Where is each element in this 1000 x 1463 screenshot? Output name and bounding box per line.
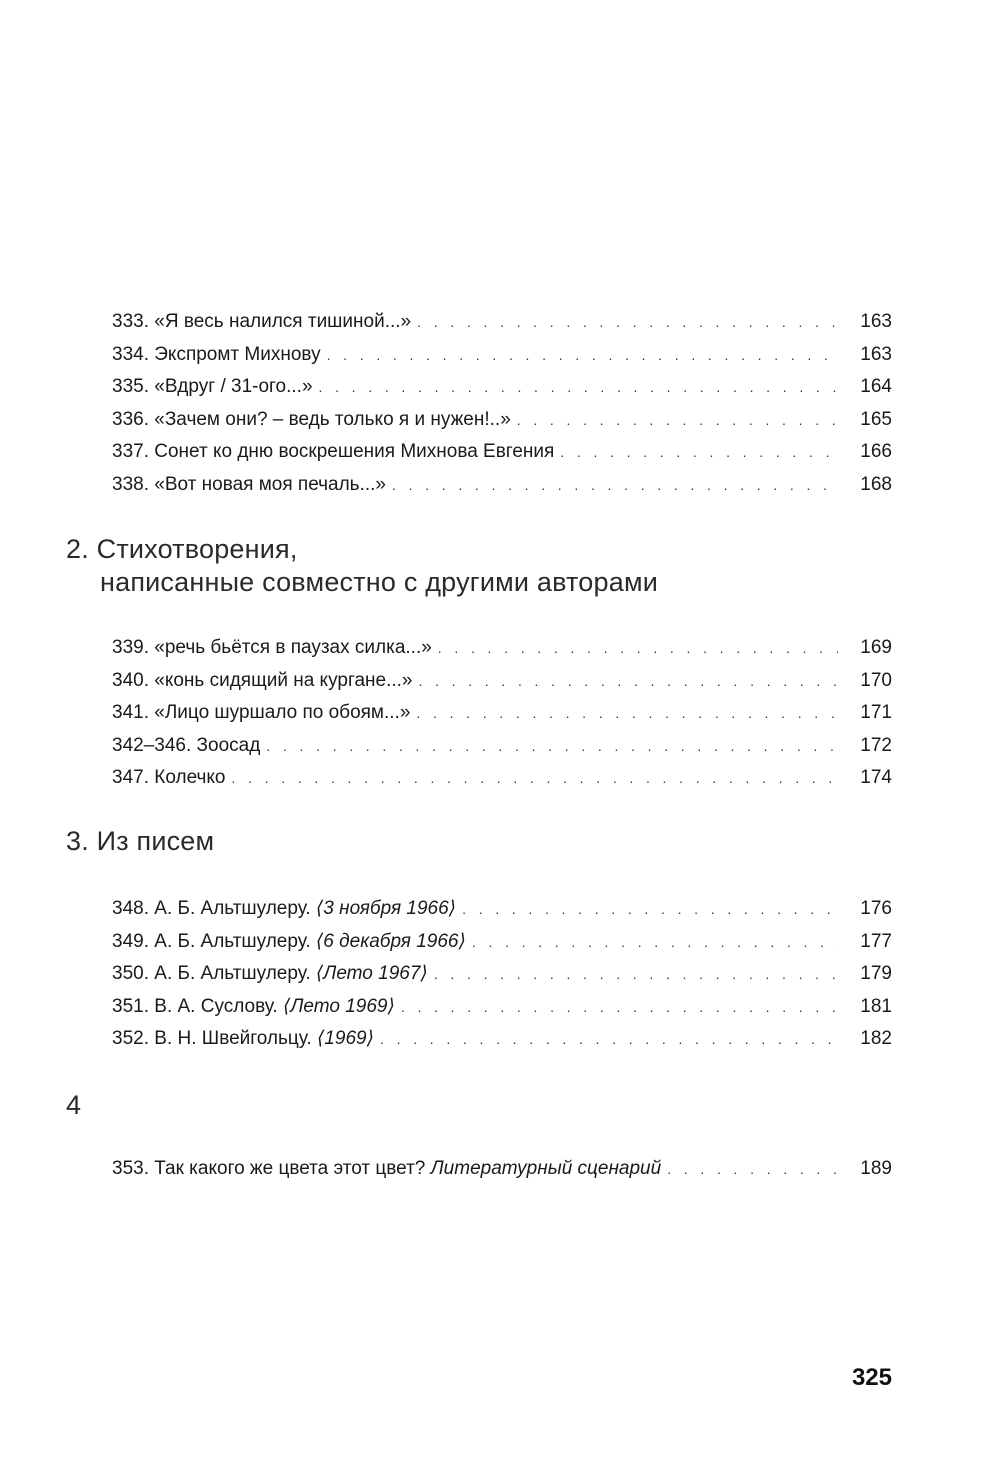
entry-title: 351. В. А. Суслову. ⟨Лето 1969⟩ <box>112 995 395 1017</box>
page-number: 174 <box>860 767 892 789</box>
entry-title: 347. Колечко <box>112 767 226 789</box>
page-number: 176 <box>860 898 892 919</box>
dot-leader <box>667 1153 838 1186</box>
entry-title: 334. Экспромт Михнову <box>112 343 321 365</box>
section-2-heading <box>66 533 658 599</box>
entry-date: ⟨6 декабря 1966⟩ <box>315 930 466 952</box>
page-number: 166 <box>860 441 892 463</box>
dot-leader <box>417 306 838 339</box>
toc-group-2 <box>112 632 892 795</box>
toc-entry <box>112 1023 892 1056</box>
page-number: 172 <box>860 734 892 756</box>
page-number: 189 <box>860 1158 892 1179</box>
toc-entry <box>112 632 892 665</box>
toc-entry <box>112 404 892 437</box>
section-3-heading-text: 3. Из писем <box>66 826 215 856</box>
toc-entry <box>112 991 892 1024</box>
entry-title: 341. «Лицо шуршало по обоям...» <box>112 702 411 724</box>
entry-title: 349. А. Б. Альтшулеру. ⟨6 декабря 1966⟩ <box>112 930 466 952</box>
dot-leader <box>327 339 838 372</box>
toc-entry <box>112 665 892 698</box>
entry-title: 350. А. Б. Альтшулеру. ⟨Лето 1967⟩ <box>112 963 428 985</box>
toc-entry <box>112 469 892 502</box>
dot-leader <box>418 665 838 698</box>
dot-leader <box>472 926 838 959</box>
entry-date: ⟨3 ноября 1966⟩ <box>315 898 457 919</box>
page-number: 163 <box>860 311 892 332</box>
page-number: 165 <box>860 408 892 430</box>
entry-title: 353. Так какого же цвета этот цвет? Литературный сценарий <box>112 1158 662 1179</box>
section-4-heading-text: 4 <box>66 1090 82 1120</box>
page-number: 181 <box>860 995 892 1017</box>
page-number: 177 <box>860 930 892 952</box>
entry-subtitle: Литературный сценарий <box>430 1158 662 1179</box>
entry-title: 333. «Я весь налился тишиной...» <box>112 311 412 332</box>
section-2-heading-line1: 2. Стихотворения, <box>66 534 298 564</box>
toc-group-3 <box>112 893 892 1056</box>
toc-entry <box>112 697 892 730</box>
entry-date: ⟨Лето 1967⟩ <box>315 963 428 985</box>
page-number: 164 <box>860 376 892 398</box>
section-2-heading-line2: написанные совместно с другими авторами <box>100 567 658 597</box>
toc-entry <box>112 306 892 339</box>
folio-page-number: 325 <box>851 1364 892 1391</box>
toc-entry <box>112 762 892 795</box>
section-4-heading <box>66 1089 81 1122</box>
dot-leader <box>232 762 839 795</box>
dot-leader <box>462 893 838 926</box>
page-number: 182 <box>860 1028 892 1050</box>
section-3-heading <box>66 825 214 858</box>
entry-date: ⟨Лето 1969⟩ <box>282 995 395 1017</box>
dot-leader <box>319 371 838 404</box>
dot-leader <box>266 730 838 763</box>
dot-leader <box>392 469 838 502</box>
page-number: 171 <box>860 702 892 724</box>
dot-leader <box>560 436 838 469</box>
entry-title: 338. «Вот новая моя печаль...» <box>112 473 386 495</box>
entry-title: 348. А. Б. Альтшулеру. ⟨3 ноября 1966⟩ <box>112 898 457 919</box>
toc-entry <box>112 926 892 959</box>
page-number: 169 <box>860 637 892 658</box>
toc-entry <box>112 893 892 926</box>
dot-leader <box>517 404 838 437</box>
toc-entry <box>112 730 892 763</box>
entry-title: 339. «речь бьётся в паузах силка...» <box>112 637 432 658</box>
toc-group-1 <box>112 306 892 502</box>
dot-leader <box>416 697 838 730</box>
toc-entry <box>112 436 892 469</box>
toc-entry <box>112 1153 892 1186</box>
entry-title: 336. «Зачем они? – ведь только я и нужен!..» <box>112 408 511 430</box>
entry-title: 340. «конь сидящий на кургане...» <box>112 669 413 691</box>
entry-title: 342–346. Зоосад <box>112 734 261 756</box>
toc-entry <box>112 958 892 991</box>
dot-leader <box>438 632 838 665</box>
dot-leader <box>434 958 838 991</box>
entry-date: ⟨1969⟩ <box>316 1028 375 1050</box>
page-number: 170 <box>860 669 892 691</box>
page-number: 163 <box>860 343 892 365</box>
entry-title: 337. Сонет ко дню воскрешения Михнова Евгения <box>112 441 555 463</box>
page-number: 179 <box>860 963 892 985</box>
toc-entry <box>112 339 892 372</box>
dot-leader <box>380 1023 838 1056</box>
entry-title: 335. «Вдруг / 31-ого...» <box>112 376 313 398</box>
toc-entry <box>112 371 892 404</box>
toc-group-4 <box>112 1153 892 1186</box>
page-number: 168 <box>860 473 892 495</box>
entry-title: 352. В. Н. Швейгольцу. ⟨1969⟩ <box>112 1028 375 1050</box>
dot-leader <box>401 991 838 1024</box>
